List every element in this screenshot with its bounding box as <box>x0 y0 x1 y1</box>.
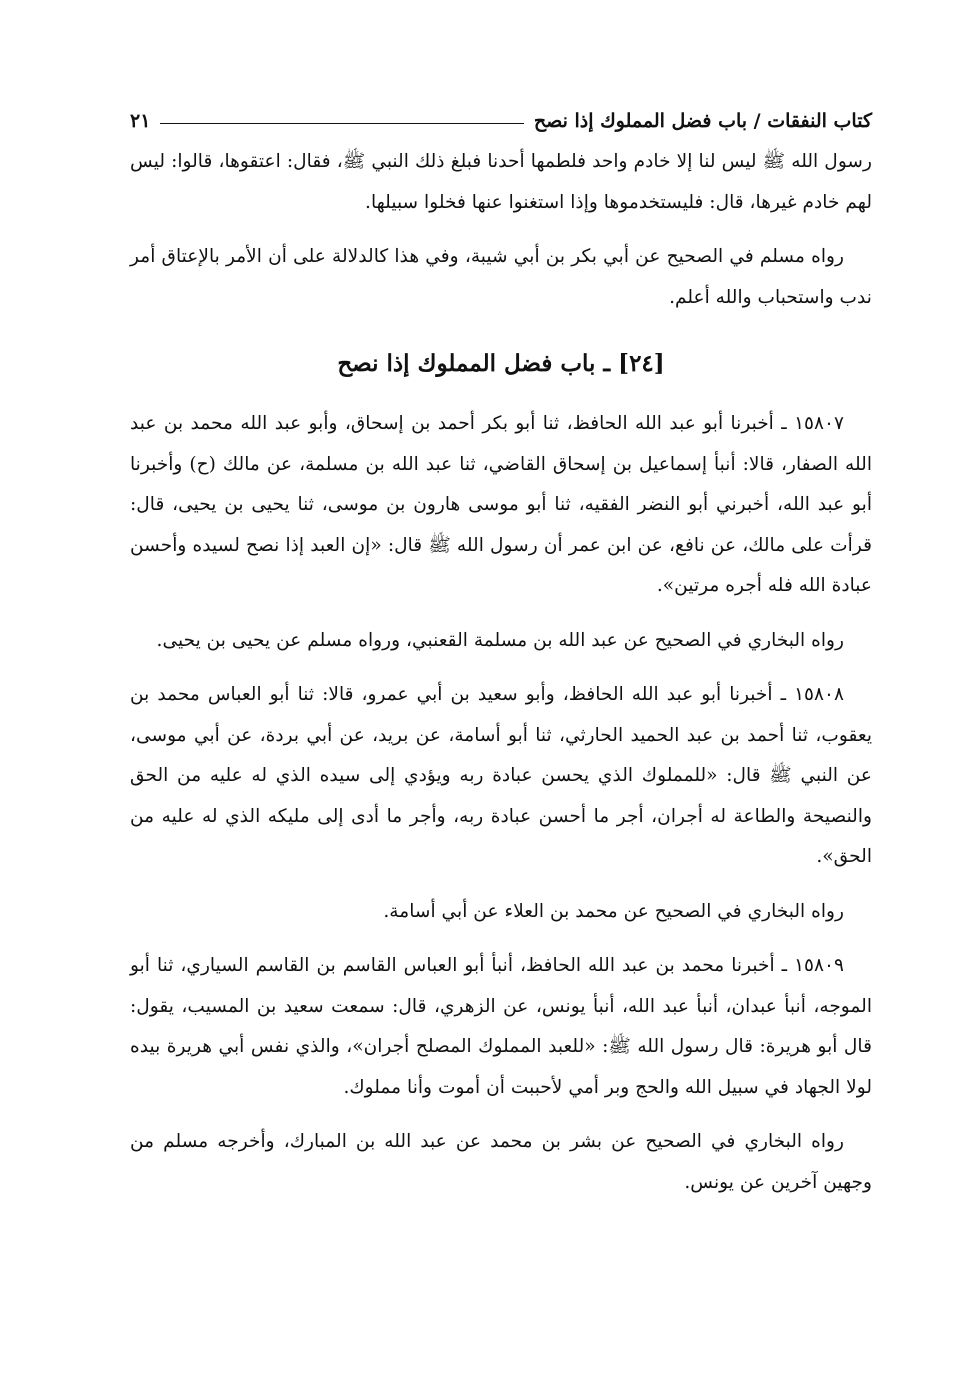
paragraph-commentary: رواه مسلم في الصحيح عن أبي بكر بن أبي شيبة، وفي هذا كالدلالة على أن الأمر بالإعتاق أمر ندب واستحباب والله أعلم. <box>130 246 872 308</box>
hadith-15808: ١٥٨٠٨ ـ أخبرنا أبو عبد الله الحافظ، وأبو سعيد بن أبي عمرو، قالا: ثنا أبو العباس محمد بن يعقوب، ثنا أحمد بن عبد الحميد الحارثي، ثنا أبو أسامة، عن بريد، عن أبي بردة، عن أبي موسى، عن النبي ﷺ قال: «للمملوك الذي يحسن عبادة ربه ويؤدي إلى سيده الذي له عليه من الحق والنصيحة والطاعة له أجران، أجر ما أحسن عبادة ربه، وأجر ما أدى إلى مليكه الذي له عليه من الحق». <box>130 684 872 867</box>
running-header <box>130 90 872 132</box>
paragraph-attribution-1: رواه البخاري في الصحيح عن عبد الله بن مسلمة القعنبي، ورواه مسلم عن يحيى بن يحيى. <box>156 629 844 651</box>
page-number: ٢١ <box>130 110 151 132</box>
paragraph-attribution-2: رواه البخاري في الصحيح عن محمد بن العلاء عن أبي أسامة. <box>383 900 844 922</box>
header-rule <box>160 123 523 124</box>
paragraph-continuation: رسول الله ﷺ ليس لنا إلا خادم واحد فلطمها أحدنا فبلغ ذلك النبي ﷺ، فقال: اعتقوها، قالوا: ليس لهم خادم غيرها، قال: فليستخدموها وإذا استغنوا عنها فخلوا سبيلها. <box>130 151 872 213</box>
running-header-title: كتاب النفقات / باب فضل المملوك إذا نصح <box>533 110 872 132</box>
hadith-15809: ١٥٨٠٩ ـ أخبرنا محمد بن عبد الله الحافظ، أنبأ أبو العباس القاسم بن القاسم السياري، ثنا أبو الموجه، أنبأ عبدان، أنبأ عبد الله، أنبأ يونس، عن الزهري، قال: سمعت سعيد بن المسيب، يقول: قال أبو هريرة: قال رسول الله ﷺ: «للعبد المملوك المصلح أجران»، والذي نفس أبي هريرة بيده لولا الجهاد في سبيل الله والحج وبر أمي لأحببت أن أموت وأنا مملوك. <box>130 955 872 1098</box>
chapter-heading: [٢٤] ـ باب فضل المملوك إذا نصح <box>337 350 665 377</box>
book-page <box>130 90 872 1203</box>
paragraph-attribution-3: رواه البخاري في الصحيح عن بشر بن محمد عن عبد الله بن المبارك، وأخرجه مسلم من وجهين آخرين عن يونس. <box>130 1131 872 1193</box>
hadith-15807: ١٥٨٠٧ ـ أخبرنا أبو عبد الله الحافظ، ثنا أبو بكر أحمد بن إسحاق، وأبو عبد الله محمد بن عبد الله الصفار، قالا: أنبأ إسماعيل بن إسحاق القاضي، ثنا عبد الله بن مسلمة، عن مالك (ح) وأخبرنا أبو عبد الله، أخبرني أبو النضر الفقيه، ثنا أبو موسى هارون بن موسى، ثنا يحيى بن يحيى، قال: قرأت على مالك، عن نافع، عن ابن عمر أن رسول الله ﷺ قال: «إن العبد إذا نصح لسيده وأحسن عبادة الله فله أجره مرتين». <box>130 413 872 596</box>
